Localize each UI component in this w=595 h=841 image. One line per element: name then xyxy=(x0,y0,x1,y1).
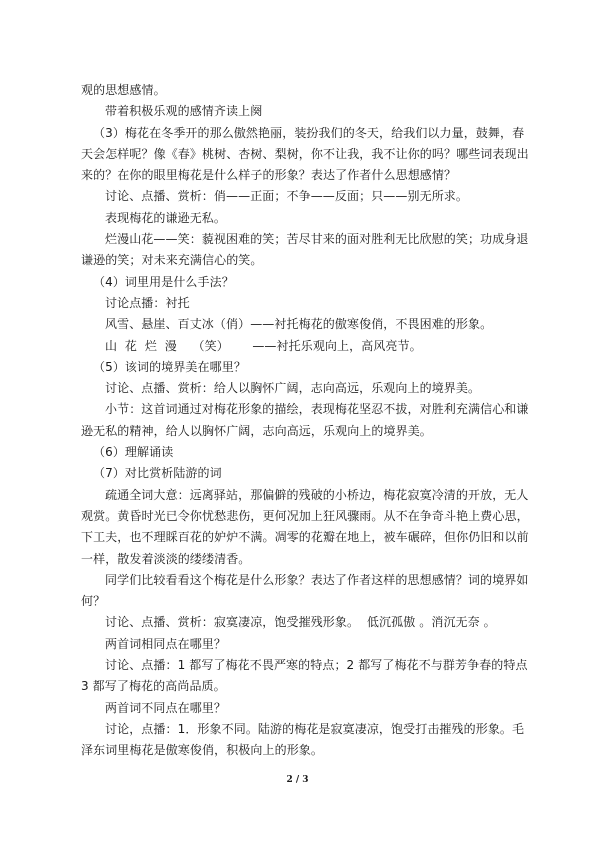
paragraph-3: （3）梅花在冬季开的那么傲然艳丽，装扮我们的冬天，给我们以力量，鼓舞，春天会怎样呢？像《春》桃树、杏树、梨树，你不让我，我不让你的吗？哪些词表现出来的？在你的眼里梅花是什么样子的形象？表达了作者什么思想感情？ xyxy=(81,125,529,183)
paragraph-21: 两首词不同点在哪里？ xyxy=(105,700,227,715)
document-body xyxy=(81,80,531,762)
paragraph-1: 观的思想感情。 xyxy=(81,83,166,97)
paragraph-7: （4）词里用是什么手法？ xyxy=(93,274,234,289)
paragraph-10: 山 花 烂 漫 （笑） ——衬托乐观向上，高风亮节。 xyxy=(105,338,422,353)
paragraph-12: 讨论、点播、赏析：给人以胸怀广阔，志向高远，乐观向上的境界美。 xyxy=(105,381,481,396)
page-number: 2 / 3 xyxy=(286,775,309,785)
paragraph-8: 讨论点播：衬托 xyxy=(105,295,190,310)
paragraph-16: 疏通全词大意：远离驿站，那偏僻的残破的小桥边，梅花寂寞冷清的开放，无人观赏。黄昏时光已令你忧愁悲伤，更何况加上狂风骤雨。从不在争奇斗艳上费心思，下工夫，也不理睬百花的妒炉不满。凋零的花瓣在地上，被车碾碎，但你仍旧和以前一样，散发着淡淡的缕缕清香。 xyxy=(81,487,529,566)
paragraph-20: 讨论、点播：1 都写了梅花不畏严寒的特点；2 都写了梅花不与群芳争春的特点 3 都写了梅花的高尚品质。 xyxy=(81,658,532,694)
paragraph-19: 两首词相同点在哪里？ xyxy=(105,636,227,651)
paragraph-9: 风雪、悬崖、百丈冰（俏）——衬托梅花的傲寒俊俏，不畏困难的形象。 xyxy=(105,317,493,332)
paragraph-22: 讨论，点播：1．形象不同。陆游的梅花是寂寞凄凉，饱受打击摧残的形象。毛泽东词里梅花是傲寒俊俏，积极向上的形象。 xyxy=(81,721,525,758)
paragraph-15: （7）对比赏析陆游的词 xyxy=(93,466,222,481)
paragraph-14: （6）理解诵读 xyxy=(93,445,174,460)
paragraph-6: 烂漫山花——笑：藐视困难的笑；苦尽甘来的面对胜利无比欣慰的笑；功成身退谦逊的笑；对未来充满信心的笑。 xyxy=(81,232,529,268)
paragraph-5: 表现梅花的谦逊无私。 xyxy=(105,210,227,225)
paragraph-11: （5）该词的境界美在哪里？ xyxy=(93,359,246,374)
paragraph-13: 小节：这首词通过对梅花形象的描绘，表现梅花坚忍不拔，对胜利充满信心和谦逊无私的精神，给人以胸怀广阔，志向高远，乐观向上的境界美。 xyxy=(81,402,529,438)
paragraph-18: 讨论、点播、赏析：寂寞凄凉，饱受摧残形象。 低沉孤傲 。消沉无奈 。 xyxy=(105,615,496,630)
paragraph-2: 带着积极乐观的感情齐读上阕 xyxy=(105,104,263,119)
paragraph-17: 同学们比较看看这个梅花是什么形象？表达了作者这样的思想感情？词的境界如何？ xyxy=(81,572,529,609)
paragraph-4: 讨论、点播、赏析：俏——正面；不争——反面；只——别无所求。 xyxy=(105,189,469,204)
